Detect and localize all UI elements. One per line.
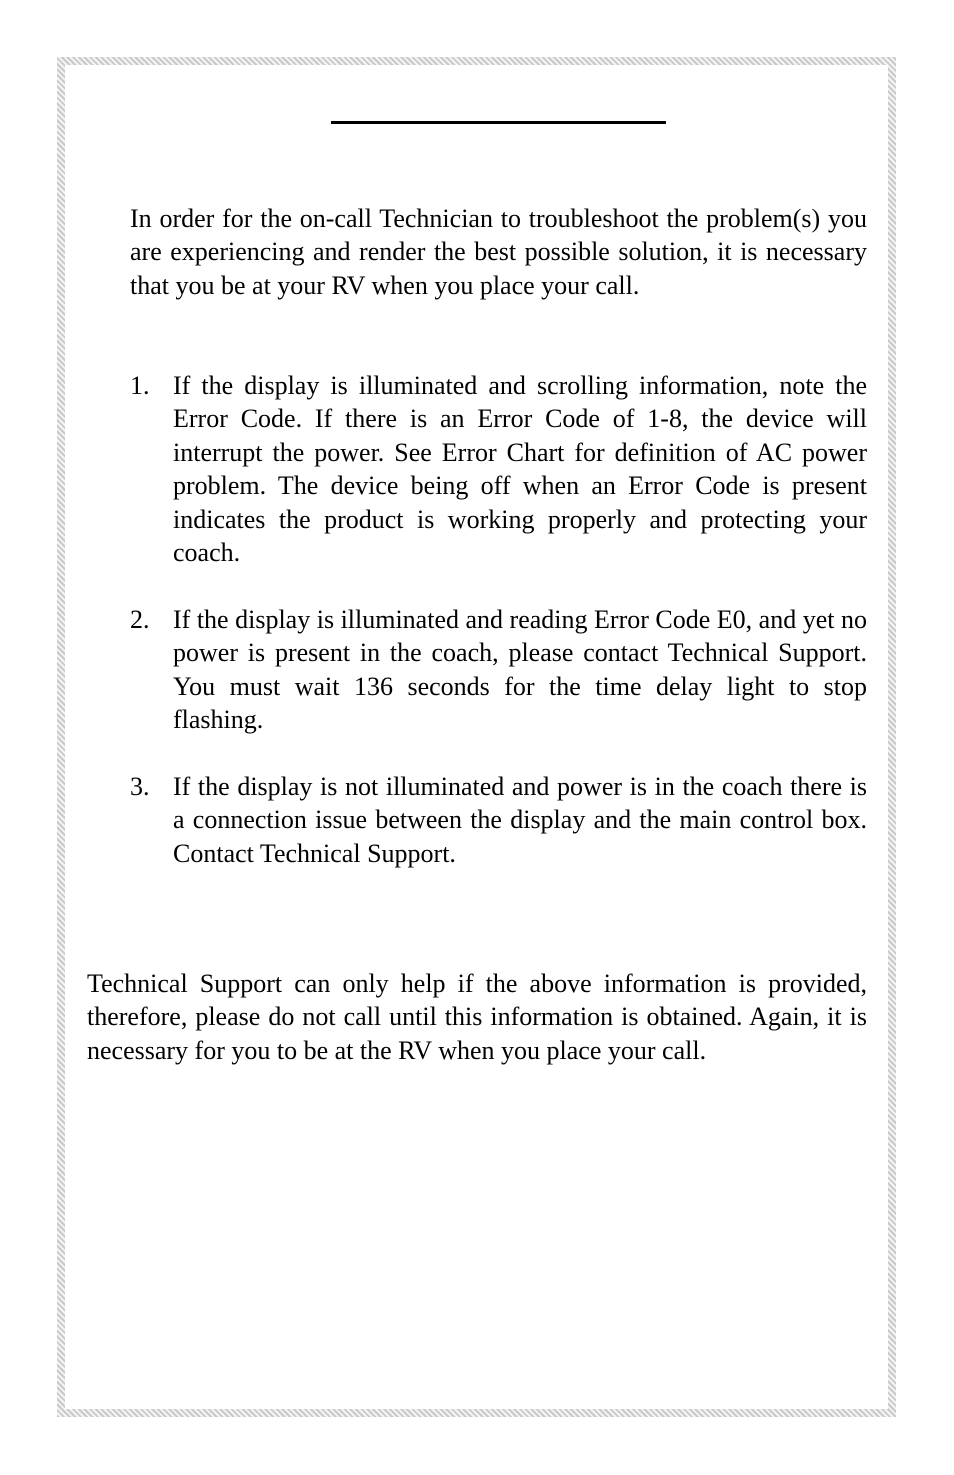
step-item <box>130 770 867 870</box>
closing-paragraph: Technical Support can only help if the above information is provided, therefore, please do not call until this information is obtained. Again, it is necessary for you to be at the RV when you place your call. <box>87 969 867 1065</box>
step-text: If the display is not illuminated and power is in the coach there is a connection issue between the display and the main control box. Contact Technical Support. <box>173 771 867 868</box>
step-text: If the display is illuminated and reading Error Code E0, and yet no power is present in the coach, please contact Technical Support. You must wait 136 seconds for the time delay light to stop flashing. <box>173 604 867 735</box>
step-item <box>130 603 867 737</box>
step-text: If the display is illuminated and scrolling information, note the Error Code. If there is an Error Code of 1-8, the device will interrupt the power. See Error Chart for definition of AC power problem. The device being off when an Error Code is present indicates the product is working properly and protecting your coach. <box>173 371 867 568</box>
intro-paragraph: In order for the on-call Technician to troubleshoot the problem(s) you are experiencing and render the best possible solution, it is necessary that you be at your RV when you place your call. <box>130 204 867 300</box>
step-number: 1. <box>130 371 150 400</box>
title-underline <box>331 121 666 124</box>
step-item <box>130 369 867 569</box>
step-number: 2. <box>130 604 150 634</box>
step-number: 3. <box>130 771 150 801</box>
troubleshooting-steps <box>130 369 867 903</box>
